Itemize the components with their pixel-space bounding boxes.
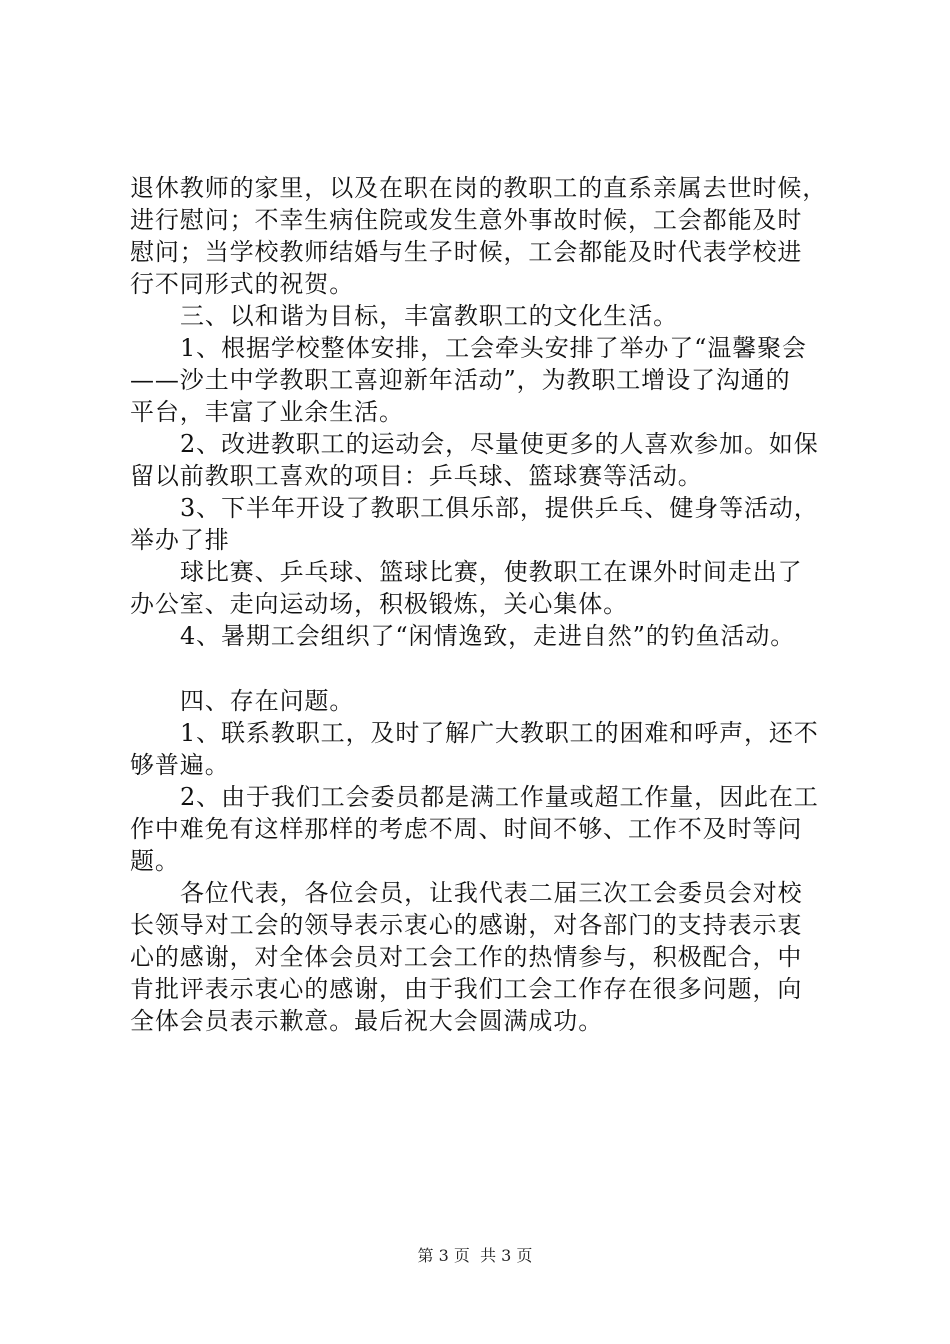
text-line: 举办了排: [130, 526, 230, 554]
text-line: 慰问；当学校教师结婚与生子时候，工会都能及时代表学校进: [130, 238, 803, 266]
text-line: 3、下半年开设了教职工俱乐部，提供乒乓、健身等活动，: [180, 494, 819, 522]
text-line: 全体会员表示歉意。最后祝大会圆满成功。: [130, 1007, 604, 1035]
text-line: 肯批评表示衷心的感谢，由于我们工会工作存在很多问题，向: [130, 975, 803, 1003]
section-heading: 三、以和谐为目标，丰富教职工的文化生活。: [180, 302, 678, 330]
text-line: 4、暑期工会组织了“闲情逸致，走进自然”的钓鱼活动。: [180, 622, 796, 650]
page-number-footer: 第 3 页 共 3 页: [417, 1246, 533, 1265]
text-line: 够普遍。: [130, 751, 230, 779]
text-line: 留以前教职工喜欢的项目：乒乓球、篮球赛等活动。: [130, 462, 703, 490]
text-line: 退休教师的家里，以及在职在岗的教职工的直系亲属去世时候，: [130, 174, 828, 202]
section-heading: 四、存在问题。: [180, 687, 355, 715]
text-line: 各位代表，各位会员，让我代表二届三次工会委员会对校: [180, 879, 803, 907]
text-line: 2、由于我们工会委员都是满工作量或超工作量，因此在工: [180, 783, 819, 811]
text-line: 作中难免有这样那样的考虑不周、时间不够、工作不及时等问: [130, 815, 803, 843]
text-line: 1、根据学校整体安排，工会牵头安排了举办了“温馨聚会: [180, 334, 807, 362]
text-line: 办公室、走向运动场，积极锻炼，关心集体。: [130, 590, 628, 618]
text-line: 长领导对工会的领导表示衷心的感谢，对各部门的支持表示衷: [130, 911, 803, 939]
text-line: ——沙土中学教职工喜迎新年活动”，为教职工增设了沟通的: [130, 366, 791, 394]
text-line: 1、联系教职工，及时了解广大教职工的困难和呼声，还不: [180, 719, 819, 747]
blank-line: [130, 652, 835, 685]
text-line: 2、改进教职工的运动会，尽量使更多的人喜欢参加。如保: [180, 430, 819, 458]
document-body: [130, 172, 835, 1037]
text-line: 平台，丰富了业余生活。: [130, 398, 404, 426]
text-line: 题。: [130, 847, 180, 875]
text-line: 心的感谢，对全体会员对工会工作的热情参与，积极配合，中: [130, 943, 803, 971]
text-line: 行不同形式的祝贺。: [130, 270, 355, 298]
text-line: 球比赛、乒乓球、篮球比赛，使教职工在课外时间走出了: [180, 558, 803, 586]
text-line: 进行慰问；不幸生病住院或发生意外事故时候，工会都能及时: [130, 206, 803, 234]
